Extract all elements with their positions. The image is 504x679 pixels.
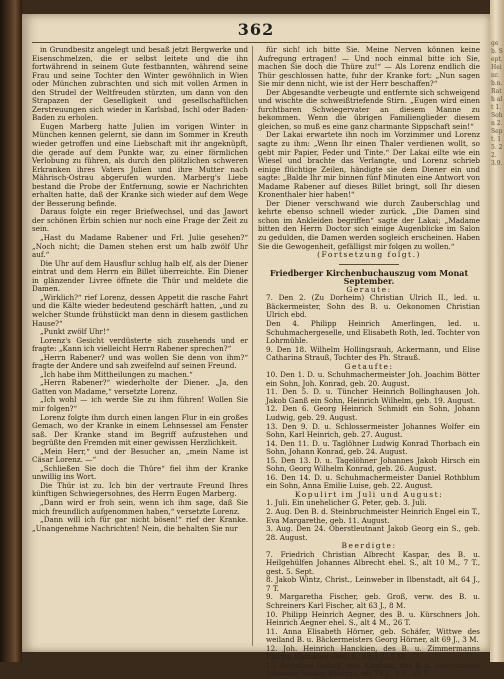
register-entry: 3. Aug. Den 24. Oberstleutnant Jakob Georg ein S., geb. 28. August.: [266, 524, 480, 542]
register-entry: 7. Friedrich Christian Albrecht Kaspar, des B. u. Heilgehülfen Johannes Albrecht ehel. S., alt 10 M., 7 T., gest. 5. Sept.: [266, 549, 480, 576]
paragraph: „Herrn Rabener?“ wiederholte der Diener. „Ja, den Gatten von Madame,“ versetzte Lorenz.: [32, 378, 248, 396]
register-entry: 16. Den 14. D. u. Schuhmachermeister Daniel Rothblum ein Sohn, Anna Emilie Luise, geb. 22. August.: [266, 472, 480, 491]
paragraph: „Ich habe ihm Mittheilungen zu machen.“: [40, 369, 193, 379]
paragraph: Eugen Marberg hatte Julien im vorigen Winter in München kennen gelernt, sie dann im Sommer in Kreuth wieder getroffen und eine Liebschaft mit ihr angeknüpft, die gerade auf dem Punkte war, zu einer förmlichen Verlobung zu führen, als durch den plötzlichen schweren Erkranken ihres Vaters Julien und ihre Mutter nach Mährisch-Ostrau abgerufen wurden. Marberg's Liebe bestand die Probe der Entfernung, sowie er Nachrichten erhalten hatte, daß der Kranke sich wieder auf dem Wege der Besserung befinde.: [32, 121, 248, 208]
register-entry: 10. Den 1. D. u. Schuhmachermeister Joh. Joachim Bötter ein Sohn, Joh. Konrad, geb. 20. August.: [266, 370, 480, 388]
paragraph: Der Lakai erwartete ihn noch im Vorzimmer und Lorenz sagte zu ihm: „Wenn Ihr einen Thaler verdienen wollt, so gebt mir Papier, Feder und Tinte.“ Der Lakai eilte wie ein Wiesel und brachte das Verlangte, und Lorenz schrieb einige flüchtige Zeilen, händigte sie dem Diener ein und sagte: „Balde Ihr mir binnen fünf Minuten eine Antwort von Madame Rabener auf dieses Billet bringt, soll Ihr diesen Kronenthaler hier haben!“: [258, 130, 480, 200]
header-rule: [32, 42, 480, 43]
register-entry: 12. Den 6. Georg Heinrich Schmidt ein Sohn, Johann Ludwig, geb. 29. August.: [266, 404, 480, 422]
paragraph: „Herrn Rabener? und was wollen Sie denn von ihm?“ fragte der Andere und sah zweifelnd auf seinen Freund.: [32, 352, 248, 371]
register-entry: 9. Den 18. Wilhelm Hollingsrauh, Ackermann, und Elise Catharina Strauß, Tochter des Ph. Strauß.: [266, 344, 480, 363]
paragraph: Lorenz folgte ihm durch einen langen Flur in ein großes Gemach, wo der Kranke in einem Lehnsessel am Fenster saß. Der Kranke stand im Begriff aufzustehen und begrüßte den Fremden mit einer gewissen Herzlichkeit.: [32, 412, 248, 448]
register-entry: 14. Den 11. D. u. Taglöhner Ludwig Konrad Thorbach ein Sohn, Johann Konrad, geb. 24. August.: [266, 438, 480, 457]
register-entry: 11. Den 5. D. u. Tüncher Heinrich Bollinghausen Joh. Jakob Ganß ein Sohn, Heinrich Wilhelm, geb. 19. August.: [266, 387, 480, 405]
left-column: [32, 46, 248, 646]
continuation-note: (Fortsetzung folgt.): [317, 250, 421, 260]
paragraph: Der Abgesandte verbeugte und entfernte sich schweigend und wischte die schweißtriefende Stirn. „Eugen wird einen furchtbaren Schwiegervater an diesem Manne zu bekommen. Wenn die übrigen Familienglieder diesem gleichen, so muß es eine ganz charmante Sippschaft sein!“: [258, 87, 480, 131]
register-entry: 11. Anna Elisabeth Hörner, geb. Schäfer, Wittwe des weiland B. u. Bäckermeisters Georg Hörner, alt 69 J., 3 M.: [266, 626, 480, 645]
deaths-heading: Beerdigte:: [341, 541, 397, 551]
register-entry: 13. Dorothea Seilzig, geb. Kaufung, des B. u. Ackermanns Johannes Seilzig Ehefrau, alt 73 J., 3 T., 28 T.: [266, 660, 480, 679]
paragraph: „Wirklich?“ rief Lorenz, dessen Appetit die rasche Fahrt und die Kälte wieder bedeutend geschärft hatten, „und zu welcher Stunde frühstückt man denn in diesem gastlichen Hause?“: [32, 292, 248, 328]
paragraph: „Ich wohl — ich werde Sie zu ihm führen! Wollen Sie mir folgen?“: [32, 395, 248, 413]
register-entry: 9. Margaretha Fischer, geb. Groß, verw. des B. u. Schreiners Karl Fischer, alt 63 J., 8 M.: [266, 592, 480, 610]
register-entry: 7. Den 2. (Zu Dorheim) Christian Ulrich II., led. u. Bäckermeister, Sohn des B. u. Oekonomen Christian Ulrich ebd.: [266, 293, 480, 320]
edge-text: geb. Sept. Heinr. b.n. Rath alt 1. Sohn 2. Sept. 15. 22. 3.9.: [491, 40, 503, 167]
book-spine: [0, 0, 22, 662]
baptisms-heading: Getaufte:: [344, 361, 394, 371]
paragraph: für sich! ich bitte Sie. Meine Nerven können keine Aufregung ertragen! — Und noch einmal bitte ich Sie, machen Sie doch die Thüre zu!“ — Als Lorenz endlich die Thür geschlossen hatte, fuhr der Kranke fort: „Nun sagen Sie mir denn nicht, wie ist der Herr beschaffen?“: [258, 45, 480, 89]
paragraph: „Hast du Madame Rabener und Frl. Julie gesehen?“ „Noch nicht; die Damen stehen erst um halb zwölf Uhr auf.“: [32, 233, 248, 260]
paragraph: „Mein Herr,“ und der Besucher an, „mein Name ist Cäsar Lorenz. —“: [32, 446, 248, 465]
married-heading: Kopulirt im Juli und August:: [294, 489, 444, 499]
paragraph: Lorenz's Gesicht verdüsterte sich zusehends und er fragte: „Kann ich vielleicht Herrn Rabener sprechen?“: [32, 335, 248, 354]
right-column: [258, 45, 480, 679]
register-title: Friedberger Kirchenbuchauszug vom Monat September.: [269, 267, 469, 287]
paragraph: Die Thür ist zu. Ich bin der vertraute Freund Ihres künftigen Schwiegersohnes, des Herrn Eugen Marberg.: [32, 480, 248, 499]
column-divider: [252, 46, 253, 646]
births-heading: Geraute:: [346, 284, 392, 294]
register-entry: 2. Aug. Den B. d. Steinbruchmeister Heinrich Engel ein T., Eva Margarethe, geb. 11. August.: [266, 506, 480, 525]
book-page: [22, 14, 490, 679]
section-rule: [339, 264, 399, 265]
register-entry: 13. Den 9. D. u. Schlossermeister Johannes Wolfer ein Sohn, Karl Heinrich, geb. 27. August.: [266, 421, 480, 440]
paragraph: in Grundbesitz angelegt und besaß jetzt Bergwerke und Eisenschmelzen, die er selbst leitete und die ihn fortwährend in seinem Gute festbannten, während seine Frau und seine Tochter den Winter gewöhnlich in Wien oder München zubrachten und sich mit vollen Armen in den Strudel der Weltfreuden stürzten, um dann von den Strapazen der Geselligkeit und gesellschaftlichen Zerstreuungen sich wieder in Karlsbad, Ischl oder Baden-Baden zu erholen.: [32, 45, 248, 123]
register-entry: 1. Juli. Ein unehelicher G. Peter, geb. 3. Juli.: [266, 498, 427, 508]
register-entry: 12. Joh. Heinrich Hanckien, des B. u. Zimmermanns Philipp Hanckien ehel. S., alt 1 J., 5 M.: [266, 643, 480, 662]
register-entry: 15. Den 13. D. u. Tagelöhner Johannes Jakob Hirsch ein Sohn, Georg Wilhelm Konrad, geb. 26. August.: [266, 455, 480, 474]
paragraph: Daraus folgte ein reger Briefwechsel, und das Jawort der schönen Erbin schien nur noch eine Frage der Zeit zu sein.: [32, 207, 248, 234]
paragraph: „Punkt zwölf Uhr!“: [40, 327, 110, 337]
next-page-edge: [490, 0, 504, 662]
paragraph: „Dann will ich für gar nicht bösen!“ rief der Kranke. „Unangenehme Nachrichten! Nein, die behalten Sie nur: [32, 515, 248, 533]
page-number: 362: [237, 20, 275, 39]
paragraph: „Dann wird er froh sein, wenn ich ihm sage, daß Sie mich freundlich aufgenommen haben,“ versetzte Lorenz.: [32, 497, 248, 516]
paragraph: Der Diener verschwand wie durch Zauberschlag und kehrte ebenso schnell wieder zurück. „Die Damen sind schon im Ankleiden begriffen“ sagte der Lakai; „Madame bitten den Herrn Doctor sich einige Augenblicke im Salon zu gedulden, die Damen werden sogleich erscheinen. Haben Sie die Gewogenheit, gefälligst mir folgen zu wollen.“: [258, 198, 480, 251]
paragraph: „Schließen Sie doch die Thüre“ fiel ihm der Kranke unwillig ins Wort.: [32, 463, 248, 482]
register-entry: Den 4. Philipp Heinrich Amerlingen, led. u. Schuhmachergeselle, und Elisabeth Roth, led. Tochter von Lohrmühle.: [266, 318, 480, 346]
register-entry: 8. Jakob Wintz, Christ., Leinweber in Ilbenstadt, alt 64 J., 7 T.: [266, 575, 480, 593]
register-entry: 10. Philipp Heinrich Aegner, des B. u. Kürschners Joh. Heinrich Aegner ehel. S., alt 4 M., 26 T.: [266, 609, 480, 628]
paragraph: Die Uhr auf dem Hausflur schlug halb elf, als der Diener eintrat und dem Herrn ein Billet überreichte. Ein Diener in glänzender Livree öffnete die Thür und meldete die Damen.: [32, 258, 248, 294]
